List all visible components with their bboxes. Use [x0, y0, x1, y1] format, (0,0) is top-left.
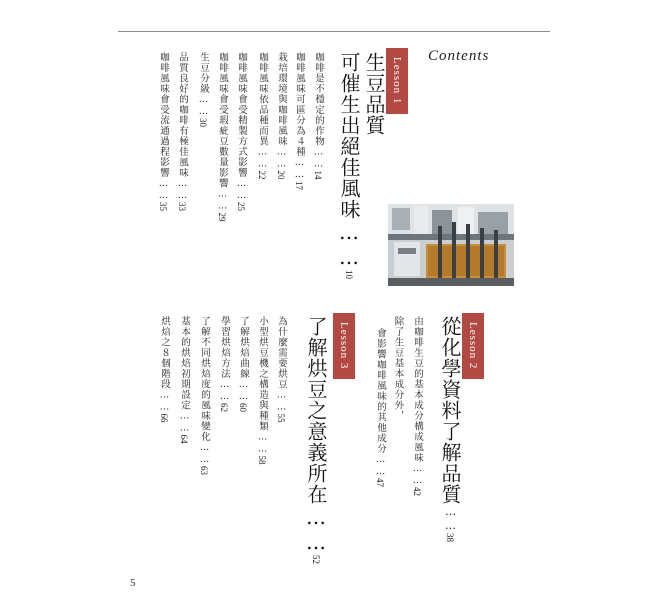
toc-entry[interactable]: [177, 52, 187, 211]
toc-entry-page: 42: [412, 487, 422, 496]
toc-entry-text: 基本的烘焙初期設定……: [179, 316, 190, 435]
toc-entry-page: 66: [159, 413, 169, 423]
toc-entry-page: 22: [257, 170, 267, 180]
top-rule: [118, 31, 550, 32]
toc-entry-text: 學習烘焙方法……: [219, 316, 230, 403]
lesson-3-title-text: 了解烘豆之意義所在……: [304, 316, 328, 555]
toc-entry[interactable]: [219, 316, 229, 412]
toc-entry-page: 60: [238, 403, 248, 412]
toc-entry-text: 品質良好的咖啡有極佳風味……: [177, 52, 188, 202]
lesson-2-badge: Lesson 2: [462, 313, 484, 379]
toc-entry[interactable]: [257, 52, 267, 180]
toc-entry[interactable]: [257, 316, 267, 465]
lesson-1-title-page: 10: [344, 270, 354, 279]
toc-entry[interactable]: [198, 52, 208, 127]
toc-entry[interactable]: [158, 52, 168, 211]
toc-entry-text: 栽培環境與咖啡風味……: [276, 52, 287, 171]
toc-entry-page: 33: [177, 202, 187, 211]
toc-entry[interactable]: [412, 316, 422, 496]
toc-entry-page: 63: [199, 466, 209, 475]
toc-entry-text: 由咖啡生豆的基本成分構成風味……: [412, 316, 423, 487]
lesson-1-title-line-2: [339, 52, 359, 279]
lab-equipment-photo: [388, 204, 514, 286]
contents-title: Contents: [428, 48, 490, 64]
lesson-1-title-text: 可催生出絕佳風味……: [337, 52, 361, 270]
lab-equipment-image: [388, 204, 514, 286]
lesson-3-badge: Lesson 3: [333, 313, 355, 379]
toc-entry-page: 58: [257, 455, 267, 465]
toc-entry[interactable]: [276, 316, 286, 423]
toc-entry[interactable]: [159, 316, 169, 423]
toc-entry-text: 了解烘焙曲線……: [238, 316, 249, 403]
toc-entry[interactable]: [199, 316, 209, 475]
lesson-3-title-page: 52: [311, 555, 321, 564]
page-number: 5: [130, 577, 136, 589]
toc-entry-text: 會影響咖啡風味的其他成分……: [375, 328, 386, 478]
toc-entry-page: 17: [294, 181, 304, 190]
toc-entry-page: 14: [313, 170, 323, 180]
toc-entry[interactable]: [375, 328, 385, 487]
toc-entry[interactable]: [393, 316, 403, 421]
lesson-1-title-line-1: 生豆品質: [362, 52, 386, 136]
toc-entry-text: 咖啡風味可區分為４種……: [294, 52, 305, 181]
toc-entry-text: 了解不同烘焙度的風味變化……: [199, 316, 210, 466]
toc-entry-page: 35: [158, 202, 168, 211]
toc-entry-page: 64: [179, 434, 189, 444]
lesson-2-title-ellipsis: ……: [444, 505, 457, 533]
toc-entry-page: 62: [219, 403, 229, 412]
toc-entry[interactable]: [217, 52, 227, 222]
toc-entry-text: 咖啡風味會受精製方式影響……: [236, 52, 247, 202]
toc-entry[interactable]: [276, 52, 286, 180]
toc-entry[interactable]: [179, 316, 189, 444]
lesson-1-badge: Lesson 1: [386, 48, 408, 114]
toc-entry-page: 47: [375, 478, 385, 487]
toc-entry-page: 29: [217, 212, 227, 222]
toc-entry-text: 生豆分級……: [198, 52, 209, 118]
toc-entry-text: 咖啡風味依品種而異……: [257, 52, 268, 171]
toc-entry[interactable]: [313, 52, 323, 180]
toc-entry-page: 55: [276, 413, 286, 423]
lesson-2-title-text: 從化學資料了解品質: [438, 316, 462, 505]
toc-entry-text: 為什麼需要烘豆……: [276, 316, 287, 414]
toc-entry-text: 烘焙之８個階段……: [159, 316, 170, 414]
toc-entry-text: 小型烘豆機之構造與種類……: [257, 316, 268, 456]
lesson-2-title: [440, 316, 460, 542]
toc-entry-page: 30: [198, 118, 208, 127]
toc-entry-text: 除了生豆基本成分外，: [392, 316, 404, 421]
lesson-3-title: [306, 316, 326, 564]
toc-entry[interactable]: [294, 52, 304, 190]
toc-entry[interactable]: [236, 52, 246, 211]
toc-entry[interactable]: [238, 316, 248, 412]
toc-entry-page: 25: [236, 202, 246, 211]
lesson-2-title-page: 38: [445, 533, 455, 542]
toc-entry-text: 咖啡是不穩定的作物……: [313, 52, 324, 171]
toc-entry-page: 20: [276, 170, 286, 180]
toc-entry-text: 咖啡風味會受瑕疵豆數量影響……: [217, 52, 228, 213]
toc-entry-text: 咖啡風味會受流通過程影響……: [158, 52, 169, 202]
